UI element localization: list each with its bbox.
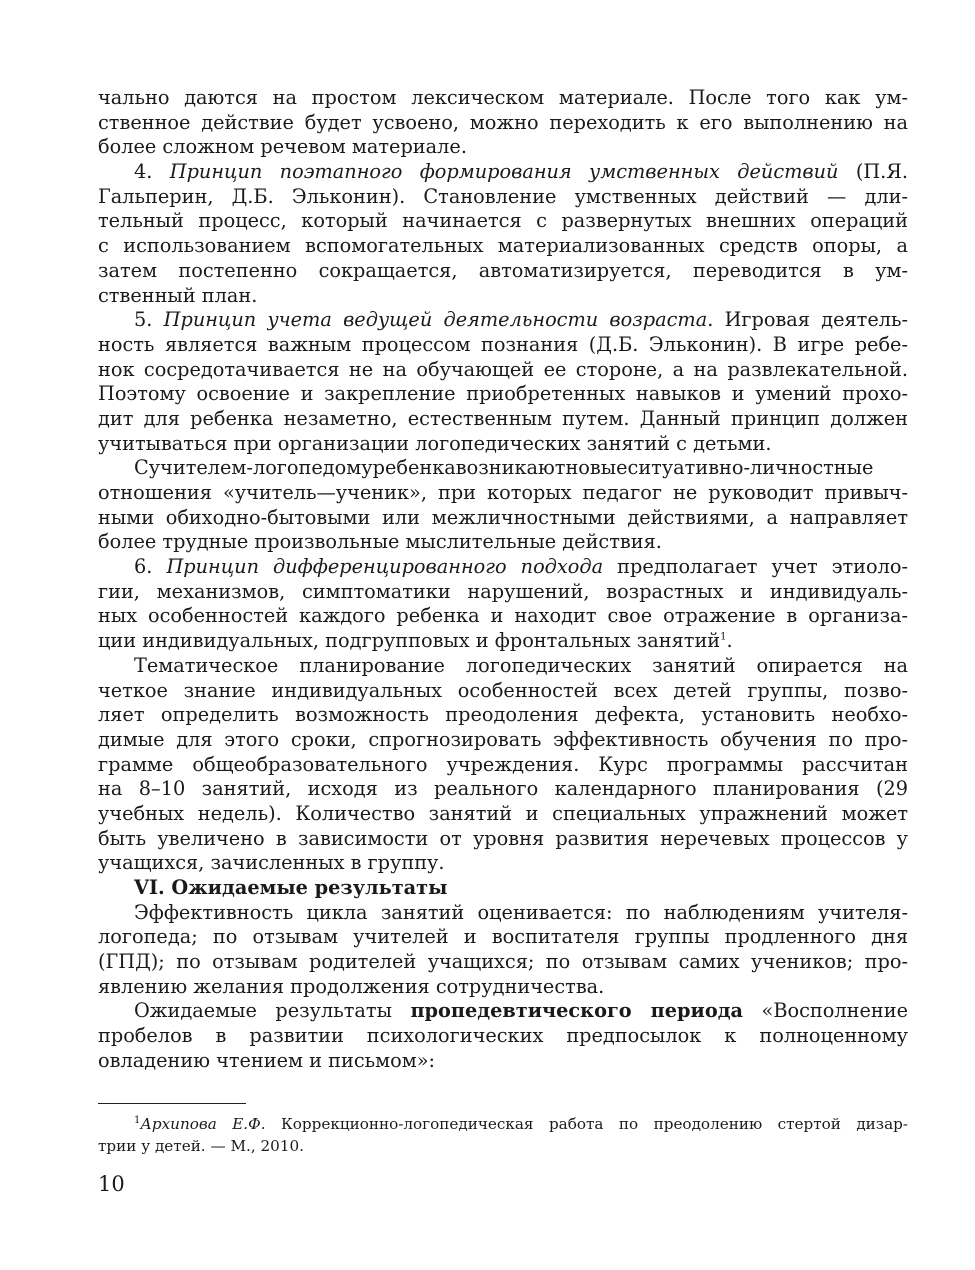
text-span: предполагает учет этиоло- (603, 555, 908, 579)
text-line: Тематическое планирование логопедических занятий опирается на (134, 653, 908, 677)
principle-title: Принцип учета ведущей деятельности возраста (163, 308, 708, 332)
text-span: . (726, 629, 733, 653)
text-span: Ожидаемые результаты (134, 999, 411, 1023)
text-line: учебных недель). Количество занятий и специальных упражнений может (98, 801, 908, 825)
text-line: на 8–10 занятий, исходя из реального календарного планирования (29 (98, 777, 908, 801)
text-line: гии, механизмов, симптоматики нарушений, возрастных и индивидуаль- (98, 579, 908, 603)
text-line: ляет определить возможность преодоления дефекта, установить необхо- (98, 703, 908, 727)
text-line: логопеда; по отзывам учителей и воспитателя группы продленного дня (98, 925, 908, 949)
text-line: учащихся, зачисленных в группу. (98, 851, 445, 875)
footnote-text: Коррекционно-логопедическая работа по преодолению стертой дизар- (265, 1115, 908, 1133)
text-line: с использованием вспомогательных материализованных средств опоры, а (98, 234, 908, 258)
principle-4-line (98, 160, 908, 185)
footnote-ref[interactable]: 1 (720, 631, 727, 643)
text-line: быть увеличено в зависимости от уровня развития неречевых процессов у (98, 826, 908, 850)
text-line: более сложном речевом материале. (98, 135, 467, 159)
bold-term: пропедевтического периода (410, 999, 744, 1023)
text-line: отношения «учитель—ученик», при которых педагог не руководит привыч- (98, 481, 908, 504)
text-line: Эффективность цикла занятий оценивается: по наблюдениям учителя- (134, 900, 908, 924)
section-heading: VI. Ожидаемые результаты (134, 876, 448, 899)
text-line: ственное действие будет усвоено, можно переходить к его выполнению на (98, 110, 908, 134)
principle-title: Принцип поэтапного формирования умственных действий (169, 160, 839, 184)
text-line: затем постепенно сокращается, автоматизируется, переводится в ум- (98, 258, 908, 282)
text-line: Сучителем-логопедомуребенкавозникаютновыеситуативно-личностные (134, 456, 874, 480)
page-number: 10 (98, 1172, 125, 1196)
text-line: овладению чтением и письмом»: (98, 1048, 436, 1072)
principle-6-line (98, 555, 908, 580)
text-line: тельный процесс, который начинается с развернутых внешних операций (98, 209, 908, 233)
text-span: ции индивидуальных, подгрупповых и фронтальных занятий (98, 629, 721, 653)
text-line: четкое знание индивидуальных особенностей всех детей группы, позво- (98, 678, 908, 702)
text-line: (ГПД); по отзывам родителей учащихся; по отзывам самих учеников; про- (98, 950, 908, 974)
text-line: явлению желания продолжения сотрудничества. (98, 974, 605, 998)
text-line: ными обиходно-бытовыми или межличностными действиями, а направляет (98, 505, 908, 529)
text-line: более трудные произвольные мыслительные действия. (98, 530, 662, 554)
text-line (98, 999, 908, 1024)
principle-5-line (98, 308, 908, 333)
text-line: Поэтому освоение и закрепление приобретенных навыков и умений прохо- (98, 382, 908, 406)
text-line: димые для этого сроки, спрогнозировать эффективность обучения по про- (98, 727, 908, 751)
footnote-author: Архипова Е.Ф. (140, 1115, 266, 1133)
text-line: дит для ребенка незаметно, естественным путем. Данный принцип должен (98, 406, 908, 430)
text-span: (П.Я. (838, 160, 908, 184)
text-line (98, 629, 908, 654)
text-line: чально даются на простом лексическом материале. После того как ум- (98, 86, 908, 109)
footnote (98, 1113, 908, 1157)
footnote-line: трии у детей. — М., 2010. (98, 1137, 304, 1155)
text-line: ность является важным процессом познания (Д.Б. Эльконин). В игре ребе- (98, 332, 908, 356)
footnote-line (98, 1113, 908, 1135)
text-line: Гальперин, Д.Б. Эльконин). Становление умственных действий — дли- (98, 184, 908, 208)
text-line: пробелов в развитии психологических предпосылок к полноценному (98, 1024, 908, 1048)
text-line: нок сосредотачивается не на обучающей ее стороне, а на развлекательной. (98, 357, 908, 381)
text-span: «Восполнение (743, 999, 908, 1023)
item-number: 5. (134, 308, 164, 332)
principle-title: Принцип дифференцированного подхода (166, 555, 604, 579)
footnote-mark: 1 (134, 1114, 141, 1126)
text-line: грамме общеобразовательного учреждения. Курс программы рассчитан (98, 752, 908, 776)
body-text (98, 86, 908, 1074)
text-span: . Игровая деятель- (707, 308, 908, 332)
text-line: ных особенностей каждого ребенка и находит свое отражение в организа- (98, 604, 908, 628)
item-number: 4. (134, 160, 170, 184)
text-line: ственный план. (98, 283, 258, 307)
text-line: учитываться при организации логопедических занятий с детьми. (98, 431, 772, 455)
item-number: 6. (134, 555, 167, 579)
footnote-divider (98, 1103, 246, 1104)
